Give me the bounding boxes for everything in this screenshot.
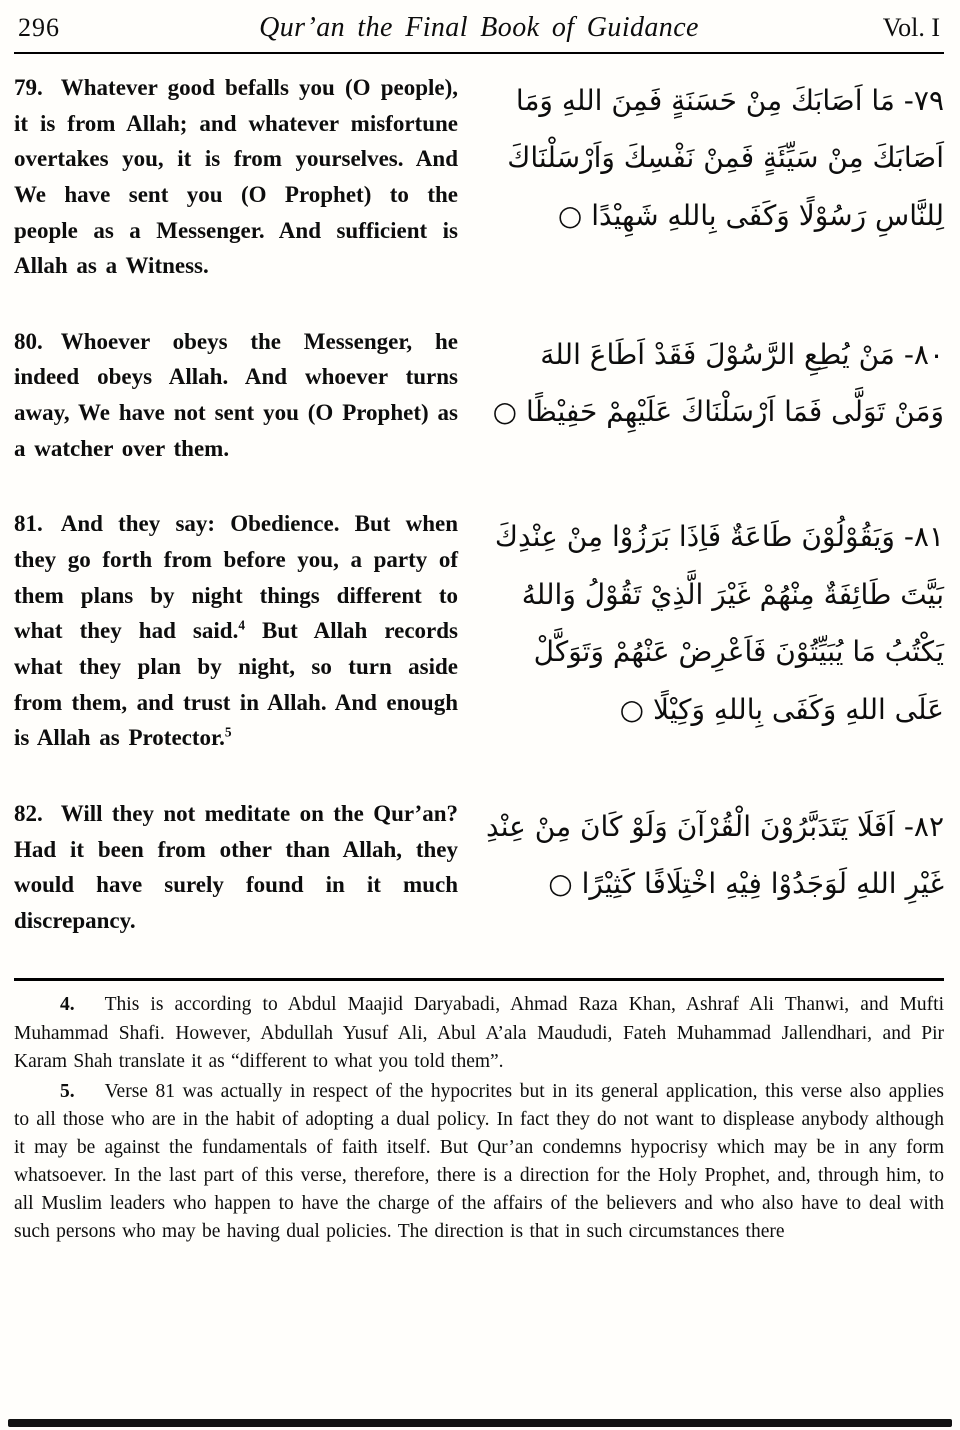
- verse-81-text-a: And they say: Obedience. But when they go forth from before you, a party of them plans by night things different to what they had said.: [14, 511, 458, 644]
- verse-row-79: [14, 70, 944, 284]
- header-rule: [14, 52, 944, 54]
- verse-81-arabic: ٨١- وَيَقُوْلُوْنَ طَاعَةٌ فَاِذَا بَرَزُوْا مِنْ عِنْدِكَ بَيَّتَ طَائِفَةٌ مِنْهُمْ غَيْرَ الَّذِيْ تَقُوْلُ وَاللهُ يَكْتُبُ مَا يُبَيِّتُوْنَ فَاَعْرِضْ عَنْهُمْ وَتَوَكَّلْ عَلَى اللهِ وَكَفَى بِاللهِ وَكِيْلًا ○: [494, 520, 944, 726]
- verse-79-arabic: ٧٩- مَا اَصَابَكَ مِنْ حَسَنَةٍ فَمِنَ اللهِ وَمَا اَصَابَكَ مِنْ سَيِّئَةٍ فَمِنْ نَفْسِكَ وَاَرْسَلْنَاكَ لِلنَّاسِ رَسُوْلًا وَكَفَى بِاللهِ شَهِيْدًا ○: [507, 84, 944, 232]
- verse-80-english: [14, 324, 458, 467]
- verse-79-text: Whatever good befalls you (O people), it is from Allah; and whatever misfortune overtakes you, it is from yourselves. And We have sent you (O Prophet) to the people as a Messenger. And sufficient is Allah as a Witness.: [14, 75, 458, 279]
- footnote-4: [14, 991, 944, 1075]
- footnote-5-text: Verse 81 was actually in respect of the hypocrites but in its general application, this verse also applies to all those who are in the habit of adopting a dual policy. In fact they do not want to displease anybody although it may be against the fundamentals of faith itself. But Qur’an condemns hypocrisy which may be in any form whatsoever. In the last part of this verse, therefore, there is a direction for the Holy Prophet, and, through him, to all Muslim leaders who happen to have the charge of the affairs of the believers and who also have to deal with such persons who may be having dual policies. The direction is that in such circumstances there: [14, 1080, 944, 1243]
- footnote-ref-5: 5: [224, 724, 232, 740]
- verse-79-number: 79.: [14, 75, 43, 100]
- verse-80-arabic: ٨٠- مَنْ يُطِعِ الرَّسُوْلَ فَقَدْ اَطَاعَ اللهَ وَمَنْ تَوَلَّى فَمَا اَرْسَلْنَاكَ عَلَيْهِمْ حَفِيْظًا ○: [492, 337, 944, 429]
- verse-82-text: Will they not meditate on the Qur’an? Had it been from other than Allah, they would have surely found in it much discrepancy.: [14, 800, 458, 933]
- footnote-4-number: 4.: [60, 994, 75, 1016]
- footnote-separator: [14, 978, 944, 981]
- clipped-next-line: [8, 1419, 952, 1427]
- verses-section: [14, 70, 944, 938]
- page-title: Qur’an the Final Book of Guidance: [259, 12, 699, 43]
- verse-79-english: [14, 70, 458, 284]
- footnote-4-text: This is according to Abdul Maajid Daryabadi, Ahmad Raza Khan, Ashraf Ali Thanwi, and Mufti Muhammad Shafi. However, Abdullah Yusuf Ali, Abul A’ala Maududi, Fateh Muhammad Jallendhari, and Pir Karam Shah translate it as “different to what you told them”.: [14, 994, 944, 1072]
- verse-row-82: [14, 796, 944, 939]
- verse-81-number: 81.: [14, 511, 43, 537]
- footnote-ref-4: 4: [238, 617, 245, 633]
- volume-label: Vol. I: [882, 13, 940, 42]
- verse-80-number: 80.: [14, 328, 43, 354]
- footnote-5: [14, 1078, 944, 1246]
- footnotes-section: [14, 978, 944, 1246]
- footnote-5-number: 5.: [60, 1080, 75, 1102]
- verse-row-80: [14, 324, 944, 467]
- verse-82-arabic: ٨٢- اَفَلَا يَتَدَبَّرُوْنَ الْقُرْآنَ وَلَوْ كَانَ مِنْ عِنْدِ غَيْرِ اللهِ لَوَجَدُوْا فِيْهِ اخْتِلَافًا كَثِيْرًا ○: [486, 809, 944, 901]
- verse-row-81: [14, 506, 944, 755]
- verse-81-english: [14, 506, 458, 755]
- page-number: 296: [18, 13, 60, 42]
- verse-81-text-b: But Allah records what they plan by night, so turn aside from them, and trust in Allah. And enough is Allah as Protector.: [14, 618, 458, 751]
- verse-80-text: Whoever obeys the Messenger, he indeed obeys Allah. And whoever turns away, We have not sent you (O Prophet) as a watcher over them.: [14, 328, 458, 461]
- page-header: [14, 10, 944, 52]
- verse-82-number: 82.: [14, 800, 43, 826]
- verse-82-english: [14, 796, 458, 939]
